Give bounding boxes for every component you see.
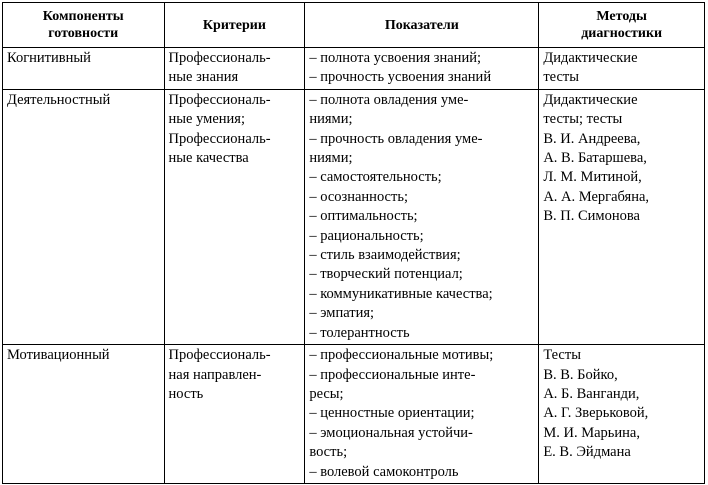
header-indicators: Показатели (305, 3, 539, 48)
cell-methods: Дидактические тесты; тесты В. И. Андреева, А. В. Батаршева, Л. М. Митиной, А. А. Мергабяна, В. П. Симонова (539, 89, 705, 344)
cell-methods: Тесты В. В. Бойко, А. Б. Ванганди, А. Г. Зверьковой, М. И. Марьина, Е. В. Эйдмана (539, 345, 705, 484)
cell-methods: Дидактические тесты (539, 48, 705, 90)
cell-component: Мотивационный (3, 345, 165, 484)
cell-indicators: – полнота овладения уме- ниями; – прочность овладения уме- ниями; – самостоятельность; – осознанность; – оптимальность; – рациональность; – стиль взаимодействия; – творческий потенциал; – коммуникативные качества; – эмпатия; – толерантность (305, 89, 539, 344)
table-row (3, 48, 705, 90)
cell-component: Когнитивный (3, 48, 165, 90)
cell-criteria: Профессиональ- ные умения; Профессиональ- ные качества (164, 89, 305, 344)
cell-indicators: – профессиональные мотивы; – профессиональные инте- ресы; – ценностные ориентации; – эмоциональная устойчи- вость; – волевой самоконтроль (305, 345, 539, 484)
cell-component: Деятельностный (3, 89, 165, 344)
cell-criteria: Профессиональ- ная направлен- ность (164, 345, 305, 484)
table-row (3, 345, 705, 484)
header-components: Компоненты готовности (3, 3, 165, 48)
readiness-table (2, 2, 705, 484)
cell-criteria: Профессиональ- ные знания (164, 48, 305, 90)
header-criteria: Критерии (164, 3, 305, 48)
table-row (3, 89, 705, 344)
header-row (3, 3, 705, 48)
cell-indicators: – полнота усвоения знаний; – прочность усвоения знаний (305, 48, 539, 90)
header-methods: Методы диагностики (539, 3, 705, 48)
